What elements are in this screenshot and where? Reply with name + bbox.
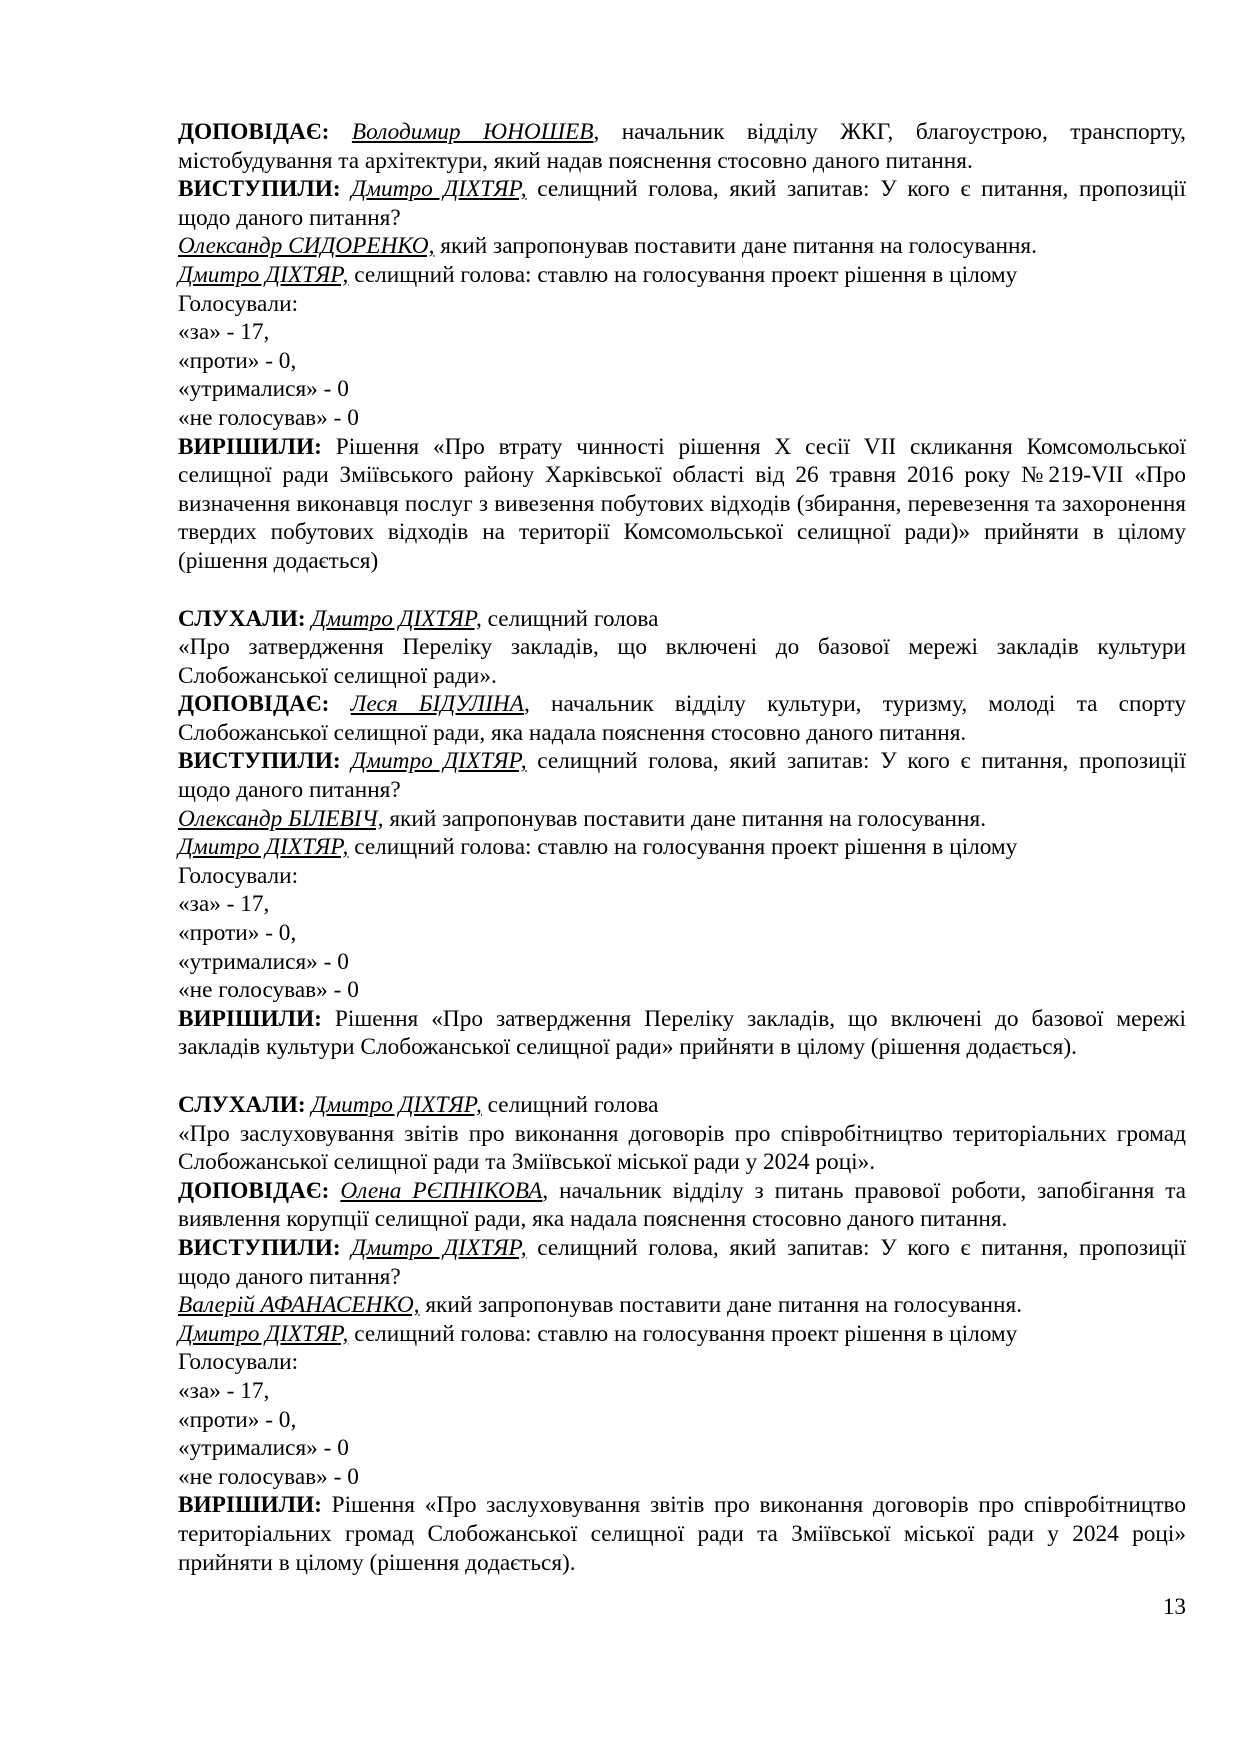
paragraph-text: селищний голова: [481, 605, 659, 632]
paragraph-text: , начальник відділу ЖКГ, благоустрою, транспорту, містобудування та архітектури, який надав пояснення стосовно даного питання.: [178, 119, 1186, 174]
section-gap: [178, 1062, 1186, 1091]
vote-line: [178, 1463, 1186, 1492]
section-label: ВИРІШИЛИ:: [178, 1492, 322, 1519]
paragraph-text: «проти» - 0,: [178, 347, 297, 374]
vote-line: [178, 347, 1186, 376]
paragraph-text: , начальник відділу культури, туризму, молоді та спорту Слобожанської селищної ради, яка надала пояснення стосовно даного питання.: [178, 691, 1186, 746]
paragraph-text: Голосували:: [178, 290, 299, 317]
vote-line: [178, 919, 1186, 948]
person-name: Дмитро ДІХТЯР,: [311, 1092, 482, 1118]
vote-line: [178, 290, 1186, 319]
paragraph-text: селищний голова, який запитав: У кого є питання, пропозиції щодо даного питання?: [178, 1234, 1187, 1290]
minutes-paragraph: [178, 747, 1186, 804]
vote-line: [178, 976, 1186, 1005]
vote-line: [178, 1406, 1186, 1435]
paragraph-text: Голосували:: [178, 1349, 299, 1376]
paragraph-text: селищний голова, який запитав: У кого є питання, пропозиції щодо даного питання?: [178, 176, 1187, 231]
paragraph-text: «утрималися» - 0: [178, 948, 349, 975]
minutes-paragraph: [178, 1320, 1186, 1349]
paragraph-text: «не голосував» - 0: [178, 1463, 359, 1490]
person-name: Дмитро ДІХТЯР,: [351, 1234, 527, 1261]
minutes-paragraph: [178, 805, 1186, 834]
section-label: ДОПОВІДАЄ:: [178, 1177, 330, 1204]
person-name: Володимир ЮНОШЕВ: [351, 119, 594, 145]
paragraph-text: селищний голова: ставлю на голосування проект рішення в цілому: [348, 261, 1018, 288]
paragraph-text: «проти» - 0,: [178, 920, 297, 947]
minutes-paragraph: [178, 690, 1186, 747]
paragraph-text: який запропонував поставити дане питання на голосування.: [383, 805, 987, 832]
paragraph-text: «проти» - 0,: [178, 1406, 297, 1433]
page-number: 13: [1162, 1594, 1186, 1620]
vote-line: [178, 948, 1186, 977]
minutes-paragraph: [178, 1177, 1186, 1234]
minutes-paragraph: [178, 1005, 1186, 1062]
paragraph-text: селищний голова: ставлю на голосування проект рішення в цілому: [348, 834, 1018, 861]
paragraph-text: «за» - 17,: [178, 319, 270, 346]
paragraph-text: «не голосував» - 0: [178, 977, 359, 1004]
person-name: Дмитро ДІХТЯР,: [178, 834, 349, 861]
vote-line: [178, 890, 1186, 919]
minutes-paragraph: [178, 1120, 1186, 1177]
person-name: Валерій АФАНАСЕНКО,: [178, 1292, 420, 1319]
minutes-paragraph: [178, 232, 1186, 261]
paragraph-text: «утрималися» - 0: [178, 1435, 349, 1462]
minutes-paragraph: [178, 175, 1186, 232]
paragraph-text: Голосували:: [178, 862, 299, 889]
section-label: СЛУХАЛИ:: [178, 1092, 306, 1118]
vote-line: [178, 1377, 1186, 1406]
person-name: Олександр СИДОРЕНКО,: [178, 233, 435, 260]
vote-line: [178, 318, 1186, 347]
minutes-paragraph: [178, 261, 1186, 290]
minutes-paragraph: [178, 633, 1186, 690]
paragraph-text: , начальник відділу з питань правової роботи, запобігання та виявлення корупції селищної ради, яка надала пояснення стосовно даного питання.: [178, 1177, 1187, 1233]
person-name: Олена РЄПНІКОВА: [340, 1177, 543, 1204]
person-name: Дмитро ДІХТЯР,: [311, 605, 482, 632]
paragraph-text: Рішення «Про втрату чинності рішення Х сесії VІІ скликання Комсомольської селищної ради Зміївського району Харківської області від 26 травня 2016 року №219-VІІ «Про визначення виконавця послуг з вивезення побутових відходів (збирання, перевезення та захоронення твердих побутових відходів на території Комсомольської селищної ради)» прийняти в цілому (рішення додається): [178, 433, 1186, 574]
person-name: Дмитро ДІХТЯР,: [351, 748, 527, 775]
vote-line: [178, 404, 1186, 433]
minutes-paragraph: [178, 118, 1186, 175]
minutes-paragraph: [178, 833, 1186, 862]
section-gap: [178, 576, 1186, 605]
paragraph-text: селищний голова: [481, 1092, 659, 1118]
person-name: Леся БІДУЛІНА: [350, 691, 524, 718]
paragraph-text: селищний голова, який запитав: У кого є питання, пропозиції щодо даного питання?: [178, 748, 1187, 804]
section-label: ДОПОВІДАЄ:: [178, 691, 330, 718]
vote-line: [178, 1348, 1186, 1377]
document-page: [178, 118, 1186, 1577]
minutes-paragraph: [178, 1234, 1186, 1291]
paragraph-text: «за» - 17,: [178, 891, 270, 918]
paragraph-text: «за» - 17,: [178, 1377, 270, 1404]
paragraph-text: «утрималися» - 0: [178, 376, 349, 403]
section-label: СЛУХАЛИ:: [178, 605, 306, 632]
paragraph-text: який запропонував поставити дане питання на голосування.: [434, 233, 1037, 260]
vote-line: [178, 375, 1186, 404]
person-name: Дмитро ДІХТЯР,: [178, 261, 349, 288]
section-label: ВИРІШИЛИ:: [178, 433, 322, 460]
paragraph-text: «не голосував» - 0: [178, 404, 359, 431]
paragraph-text: Рішення «Про заслуховування звітів про виконання договорів про співробітництво територіальних громад Слобожанської селищної ради та Зміївської міської ради у 2024 році» прийняти в цілому (рішення додається).: [178, 1492, 1186, 1576]
minutes-paragraph: [178, 1291, 1186, 1320]
paragraph-text: селищний голова: ставлю на голосування проект рішення в цілому: [348, 1320, 1018, 1347]
section-label: ДОПОВІДАЄ:: [178, 119, 330, 145]
person-name: Олександр БІЛЕВІЧ,: [178, 805, 384, 832]
section-label: ВИСТУПИЛИ:: [178, 748, 341, 775]
section-label: ВИРІШИЛИ:: [178, 1005, 322, 1032]
section-label: ВИСТУПИЛИ:: [178, 1234, 341, 1261]
minutes-paragraph: [178, 1491, 1186, 1577]
person-name: Дмитро ДІХТЯР,: [351, 176, 527, 203]
section-label: ВИСТУПИЛИ:: [178, 176, 341, 203]
person-name: Дмитро ДІХТЯР,: [178, 1320, 349, 1347]
minutes-paragraph: [178, 1091, 1186, 1120]
paragraph-text: який запропонував поставити дане питання на голосування.: [419, 1292, 1023, 1319]
minutes-paragraph: [178, 605, 1186, 634]
minutes-paragraph: [178, 433, 1186, 576]
paragraph-text: «Про заслуховування звітів про виконання договорів про співробітництво територіальних громад Слобожанської селищної ради та Зміївської міської ради у 2024 році».: [178, 1120, 1186, 1176]
vote-line: [178, 862, 1186, 891]
vote-line: [178, 1434, 1186, 1463]
paragraph-text: Рішення «Про затвердження Переліку закладів, що включені до базової мережі закладів культури Слобожанської селищної ради» прийняти в цілому (рішення додається).: [178, 1005, 1186, 1061]
paragraph-text: «Про затвердження Переліку закладів, що включені до базової мережі закладів культури Слобожанської селищної ради».: [178, 634, 1186, 689]
